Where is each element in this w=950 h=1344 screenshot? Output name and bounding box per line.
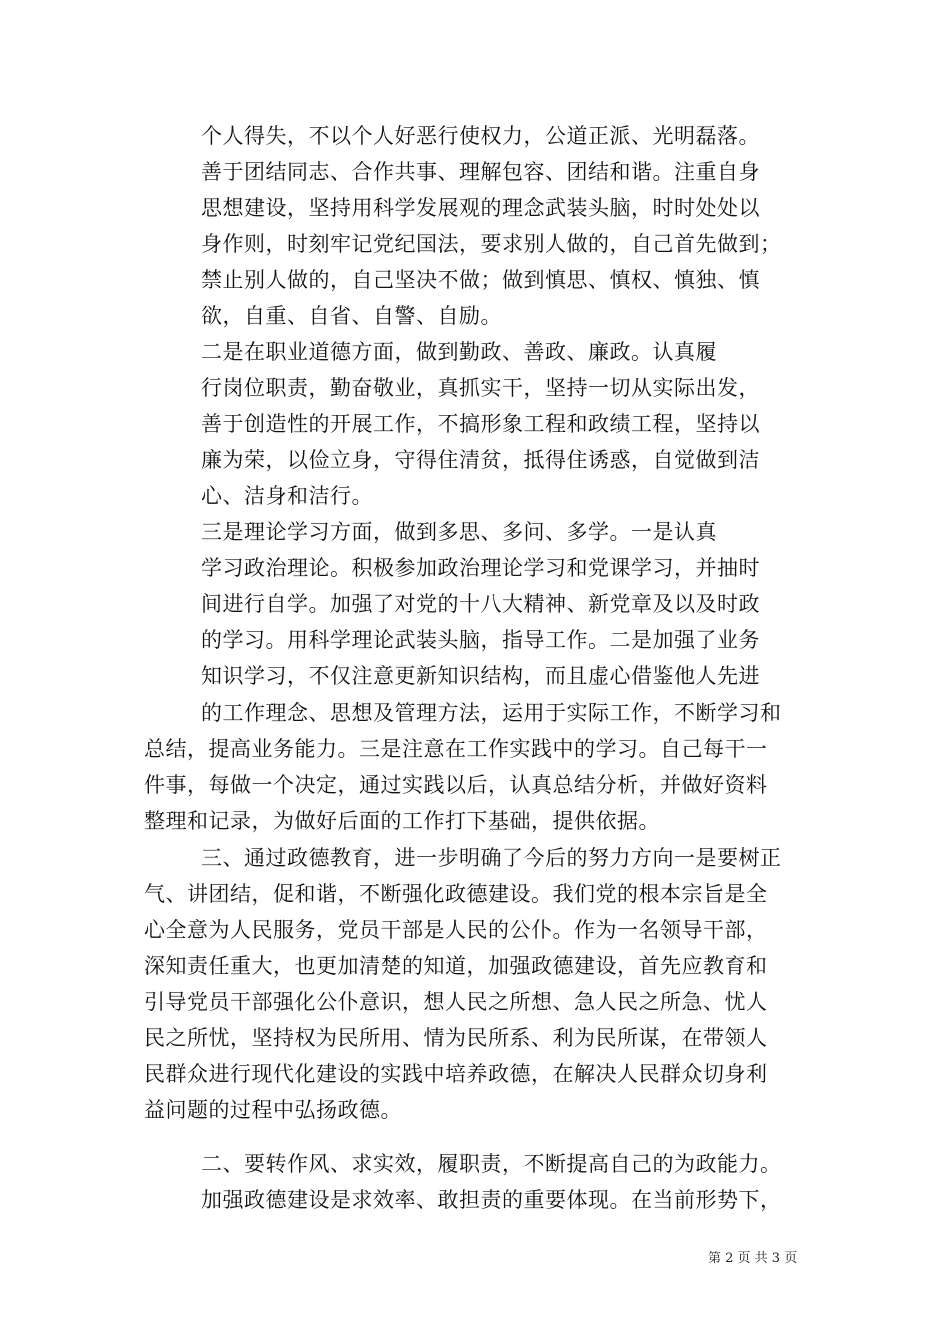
- text-line: 善于团结同志、合作共事、理解包容、团结和谐。注重自身: [201, 160, 760, 184]
- text-line: 知识学习，不仅注意更新知识结构，而且虚心借鉴他人先进: [201, 664, 760, 688]
- text-line: 思想建设，坚持用科学发展观的理念武装头脑，时时处处以: [201, 196, 760, 220]
- text-line: 二、要转作风、求实效，履职责，不断提高自己的为政能力。: [201, 1152, 782, 1176]
- text-line: 个人得失，不以个人好恶行使权力，公道正派、光明磊落。: [201, 124, 760, 148]
- text-line: 加强政德建设是求效率、敢担责的重要体现。在当前形势下，: [201, 1188, 782, 1212]
- text-line: 心全意为人民服务，党员干部是人民的公仆。作为一名领导干部，: [144, 918, 768, 942]
- text-line: 整理和记录，为做好后面的工作打下基础，提供依据。: [144, 809, 660, 833]
- text-line: 的学习。用科学理论武装头脑，指导工作。二是加强了业务: [201, 628, 760, 652]
- text-line: 民之所忧，坚持权为民所用、情为民所系、利为民所谋，在带领人: [144, 1026, 768, 1050]
- text-line: 民群众进行现代化建设的实践中培养政德，在解决人民群众切身利: [144, 1062, 768, 1086]
- text-line: 善于创造性的开展工作，不搞形象工程和政绩工程，坚持以: [201, 412, 760, 436]
- text-line: 三是理论学习方面，做到多思、多问、多学。一是认真: [201, 520, 717, 544]
- text-line: 引导党员干部强化公仆意识，想人民之所想、急人民之所急、忧人: [144, 990, 768, 1014]
- text-line: 学习政治理论。积极参加政治理论学习和党课学习，并抽时: [201, 556, 760, 580]
- page-number: 第 2 页 共 3 页: [708, 1251, 798, 1266]
- text-line: 的工作理念、思想及管理方法，运用于实际工作，不断学习和: [201, 701, 782, 725]
- text-line: 益问题的过程中弘扬政德。: [144, 1098, 402, 1122]
- text-line: 身作则，时刻牢记党纪国法，要求别人做的，自己首先做到；: [201, 232, 782, 256]
- text-line: 欲，自重、自省、自警、自励。: [201, 304, 502, 328]
- text-line: 三、通过政德教育，进一步明确了今后的努力方向一是要树正: [201, 846, 782, 870]
- text-line: 二是在职业道德方面，做到勤政、善政、廉政。认真履: [201, 340, 717, 364]
- text-line: 气、讲团结，促和谐，不断强化政德建设。我们党的根本宗旨是全: [144, 882, 768, 906]
- text-line: 件事，每做一个决定，通过实践以后，认真总结分析，并做好资料: [144, 773, 768, 797]
- text-line: 行岗位职责，勤奋敬业，真抓实干，坚持一切从实际出发，: [201, 376, 760, 400]
- text-line: 总结，提高业务能力。三是注意在工作实践中的学习。自己每干一: [144, 737, 768, 761]
- text-line: 廉为荣，以俭立身，守得住清贫，抵得住诱惑，自觉做到洁: [201, 448, 760, 472]
- text-line: 间进行自学。加强了对党的十八大精神、新党章及以及时政: [201, 592, 760, 616]
- text-line: 深知责任重大，也更加清楚的知道，加强政德建设，首先应教育和: [144, 954, 768, 978]
- text-line: 禁止别人做的，自己坚决不做；做到慎思、慎权、慎独、慎: [201, 268, 760, 292]
- text-line: 心、洁身和洁行。: [201, 484, 373, 508]
